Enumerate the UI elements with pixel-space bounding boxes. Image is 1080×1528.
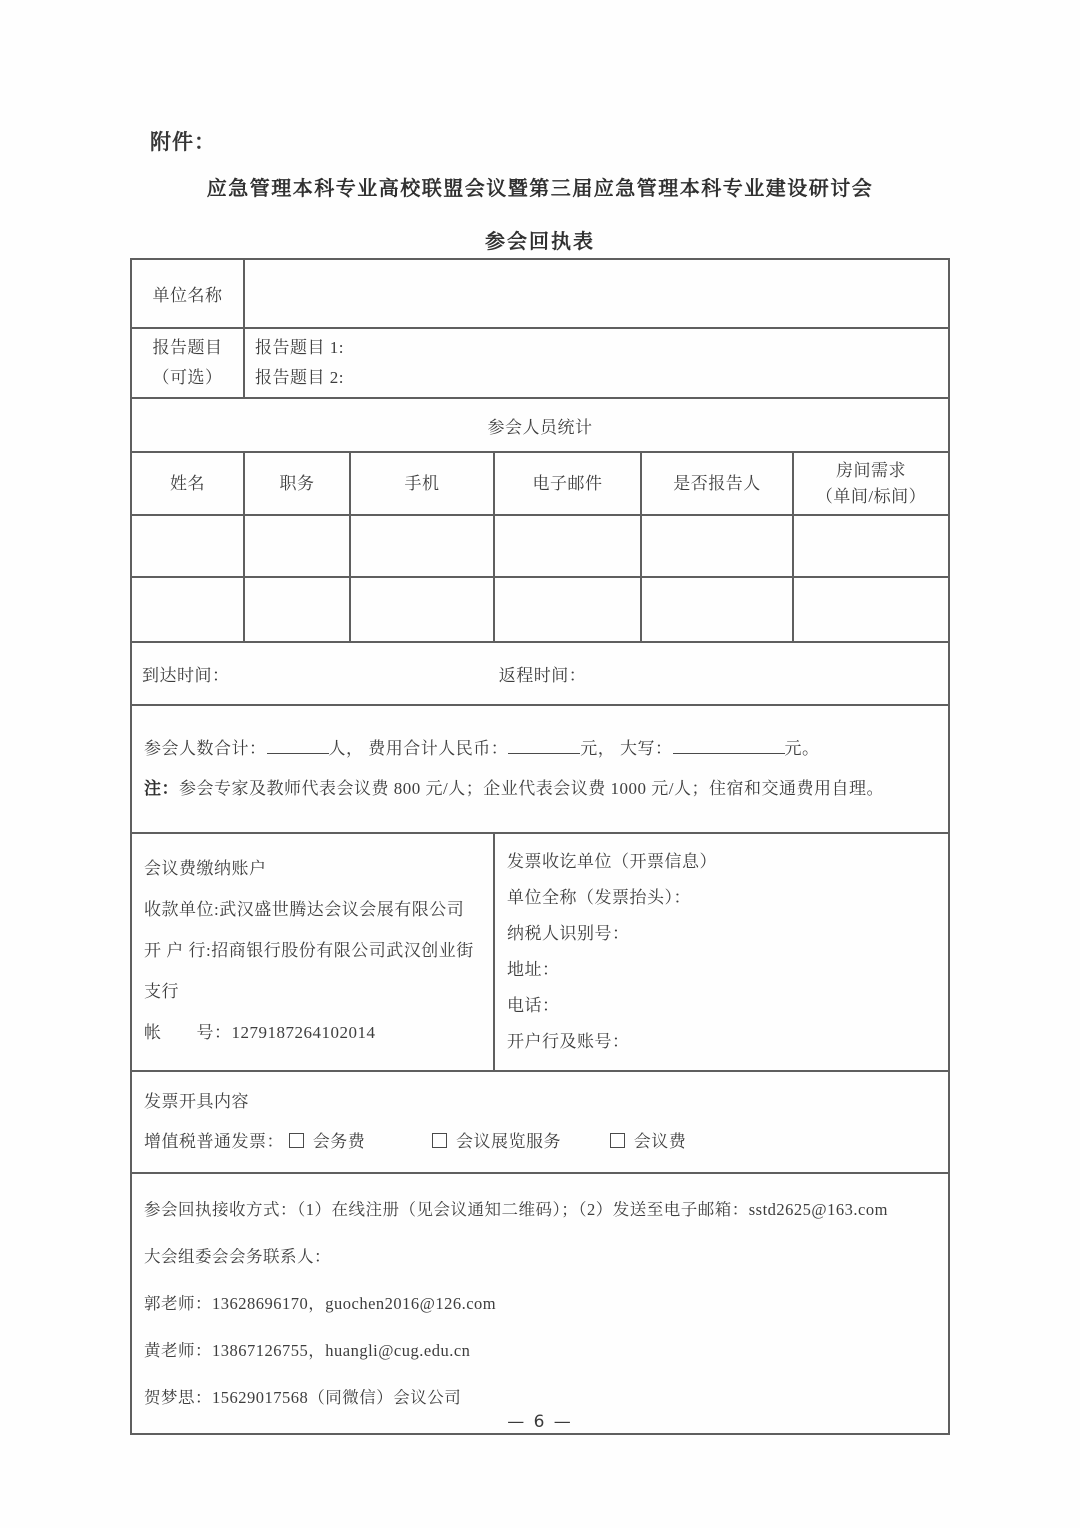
- participant-cell: [494, 577, 641, 642]
- unit-name-label: 单位名称: [131, 259, 244, 328]
- invoice-content-title: 发票开具内容: [144, 1092, 249, 1111]
- option-exhibition-service: 会议展览服务: [456, 1132, 561, 1151]
- totals-blank-words: [673, 736, 785, 754]
- checkbox-conference-affairs-fee[interactable]: [289, 1133, 304, 1148]
- totals-part1: 参会人数合计：: [144, 739, 267, 758]
- invoice-content-cell: [131, 1071, 949, 1173]
- col-header-room-line1: 房间需求: [836, 460, 907, 480]
- reply-form-table: [130, 258, 950, 1435]
- unit-name-value-cell: [244, 259, 949, 328]
- report-title-label-line2: （可选）: [152, 368, 223, 387]
- payment-account-label: 帐 号：: [144, 1023, 232, 1042]
- totals-cell: [131, 705, 949, 833]
- invoice-field-taxid: 纳税人识别号：: [507, 924, 630, 943]
- participant-row-2: [131, 577, 949, 642]
- payment-payee: 收款单位:武汉盛世腾达会议会展有限公司: [144, 900, 465, 919]
- invoice-field-phone: 电话：: [507, 996, 560, 1015]
- title-block: [130, 172, 950, 254]
- invoice-field-bank: 开户行及账号：: [507, 1032, 630, 1051]
- invoice-info-cell: [494, 833, 949, 1071]
- contact-guo: 郭老师：13628696170，guochen2016@126.com: [144, 1294, 497, 1313]
- participant-cell: [350, 515, 494, 577]
- row-invoice-content: [131, 1071, 949, 1173]
- checkbox-conference-fee[interactable]: [610, 1133, 625, 1148]
- row-unit-name: [131, 259, 949, 328]
- vat-invoice-label: 增值税普通发票：: [144, 1132, 284, 1151]
- option-conference-affairs-fee: 会务费: [312, 1132, 366, 1151]
- participant-cell: [131, 577, 244, 642]
- report-title-1: 报告题目 1:: [255, 338, 344, 357]
- participant-cell: [793, 515, 949, 577]
- participant-cell: [244, 577, 350, 642]
- arrival-time-label: 到达时间：: [142, 666, 230, 685]
- totals-part2: 人， 费用合计人民币：: [328, 739, 509, 758]
- col-header-name: 姓名: [131, 452, 244, 515]
- page-number: — 6 —: [507, 1412, 573, 1432]
- footer-contacts-cell: [131, 1173, 949, 1434]
- invoice-field-company: 单位全称（发票抬头）：: [507, 888, 691, 907]
- row-payment-invoice: [131, 833, 949, 1071]
- participant-row-1: [131, 515, 949, 577]
- report-title-label-line1: 报告题目: [152, 338, 223, 357]
- contact-title: 大会组委会会务联系人：: [144, 1247, 331, 1266]
- row-participant-headers: [131, 452, 949, 515]
- report-title-value-cell: [244, 328, 949, 398]
- row-participants-title: [131, 398, 949, 452]
- participant-cell: [641, 515, 793, 577]
- col-header-email: 电子邮件: [494, 452, 641, 515]
- row-footer-contacts: [131, 1173, 949, 1434]
- row-times: [131, 642, 949, 705]
- row-report-title: [131, 328, 949, 398]
- participant-cell: [350, 577, 494, 642]
- participant-cell: [641, 577, 793, 642]
- invoice-field-address: 地址：: [507, 960, 560, 979]
- col-header-room: [793, 452, 949, 515]
- checkbox-exhibition-service[interactable]: [432, 1133, 447, 1148]
- attachment-label: 附件：: [150, 130, 216, 154]
- option-conference-fee: 会议费: [633, 1132, 687, 1151]
- return-time-label: 返程时间：: [498, 666, 587, 685]
- payment-bank: 开 户 行:招商银行股份有限公司武汉创业街支行: [144, 941, 474, 1001]
- col-header-is-presenter: 是否报告人: [641, 452, 793, 515]
- participant-cell: [244, 515, 350, 577]
- payment-title: 会议费缴纳账户: [144, 859, 267, 878]
- totals-part3: 元， 大写：: [580, 739, 673, 758]
- participants-section-title: 参会人员统计: [131, 398, 949, 452]
- payment-account-number: 1279187264102014: [231, 1023, 376, 1042]
- note-text: 参会专家及教师代表会议费 800 元/人；企业代表会议费 1000 元/人；住宿和交通费用自理。: [179, 779, 884, 798]
- payment-account-cell: [131, 833, 494, 1071]
- receive-method-line: 参会回执接收方式：（1）在线注册（见会议通知二维码）；（2）发送至电子邮箱：sstd2625@163.com: [144, 1200, 888, 1219]
- participant-cell: [494, 515, 641, 577]
- document-subtitle: 参会回执表: [485, 231, 595, 253]
- col-header-mobile: 手机: [350, 452, 494, 515]
- row-totals: [131, 705, 949, 833]
- totals-blank-amount: [508, 736, 580, 754]
- document-title: 应急管理本科专业高校联盟会议暨第三届应急管理本科专业建设研讨会: [206, 178, 874, 200]
- report-title-2: 报告题目 2:: [255, 368, 344, 387]
- note-label: 注：: [144, 779, 179, 798]
- col-header-room-line2: （单间/标间）: [815, 486, 927, 506]
- participant-cell: [131, 515, 244, 577]
- col-header-position: 职务: [244, 452, 350, 515]
- times-cell: [131, 642, 949, 705]
- participant-cell: [793, 577, 949, 642]
- invoice-info-title: 发票收讫单位（开票信息）: [507, 852, 717, 871]
- contact-he: 贺梦思：15629017568（同微信）会议公司: [144, 1388, 462, 1407]
- report-title-label: [131, 328, 244, 398]
- contact-huang: 黄老师：13867126755，huangli@cug.edu.cn: [144, 1341, 471, 1360]
- totals-blank-count: [267, 736, 329, 754]
- totals-part4: 元。: [784, 739, 820, 758]
